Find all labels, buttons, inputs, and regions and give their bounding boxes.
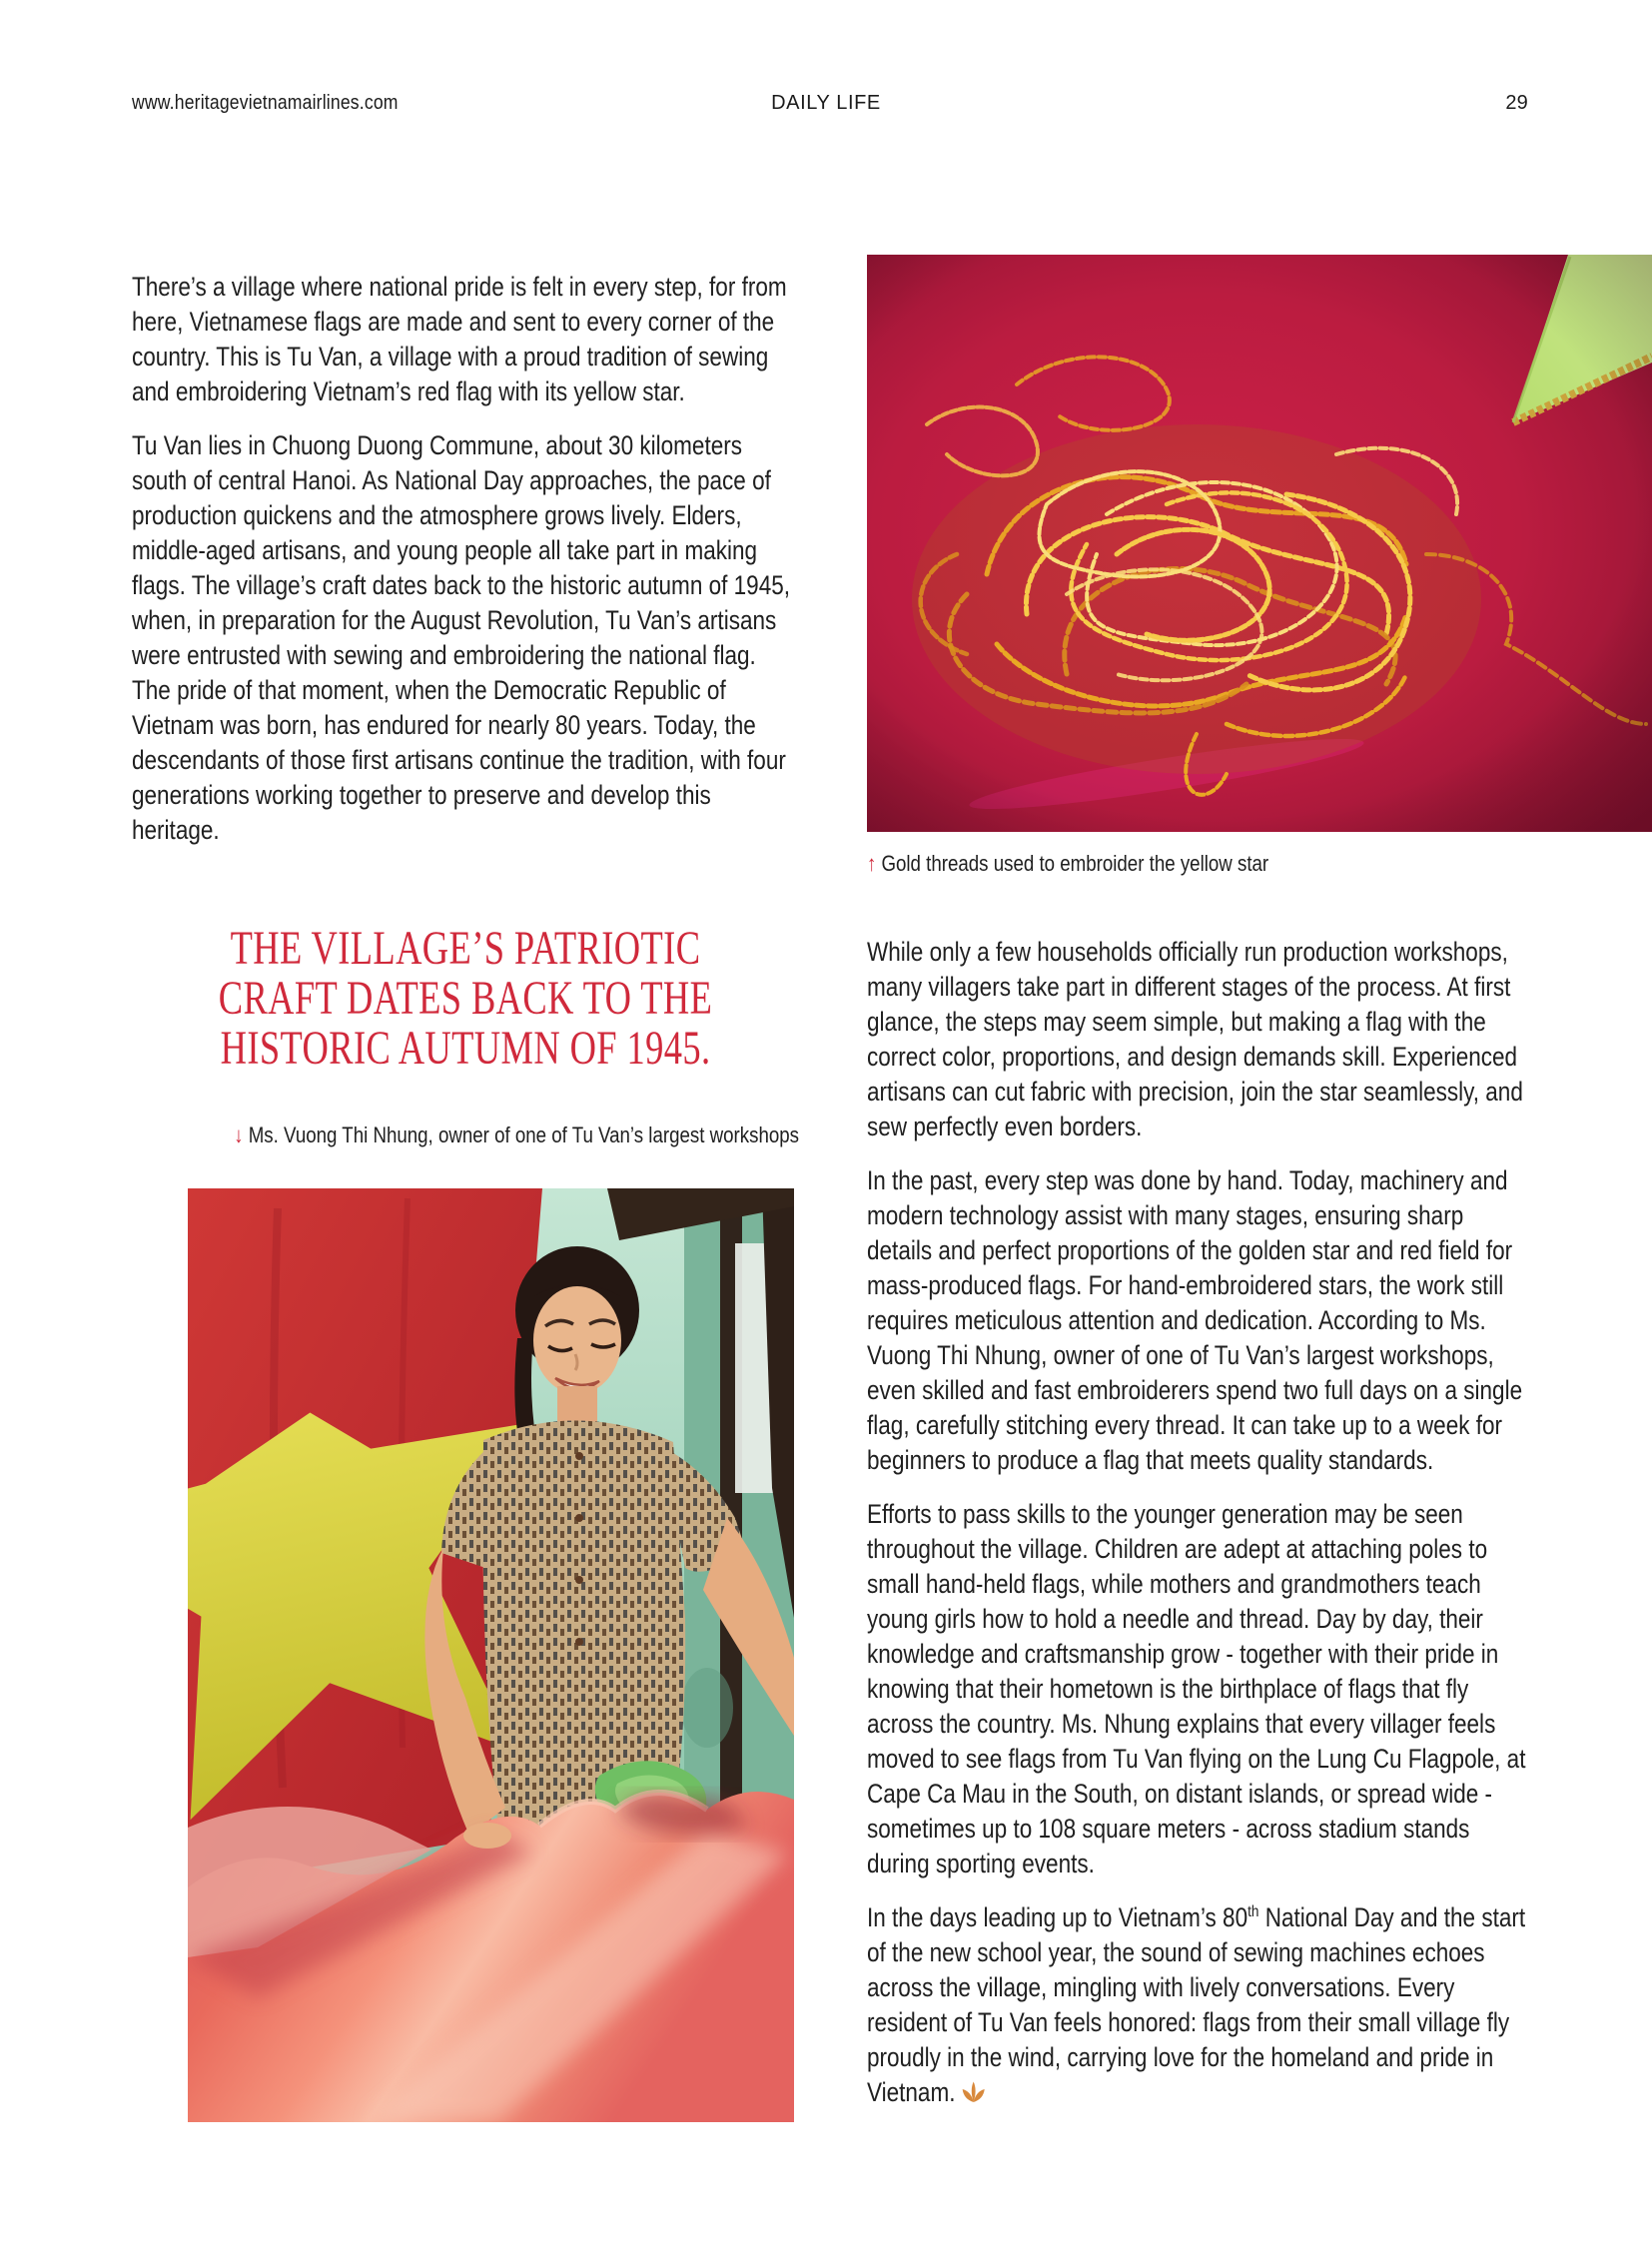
pull-quote-line: HISTORIC AUTUMN OF 1945.: [220, 1022, 711, 1075]
gold-threads-photo: [867, 255, 1652, 832]
gold-threads-illustration: [867, 255, 1652, 832]
paragraph-text: Efforts to pass skills to the younger generation may be seen throughout the village. Children are adept at attaching poles to small hand-held flags, while mothers and grandmothers teach young girls how to hold a needle and thread. Day by day, their knowledge and craftsmanship grow - together with their pride in knowing that their hometown is the birthplace of flags that fly across the country. Ms. Nhung explains that every villager feels moved to see flags from Tu Van flying on the Lung Cu Flagpole, at Cape Ca Mau in the South, on distant islands, or spread wide - sometimes up to 108 square meters - across stadium stands during sporting events.: [867, 1499, 1526, 1878]
paragraph-text: There’s a village where national pride is felt in every step, for from here, Vietnamese flags are made and sent to every corner of the country. This is Tu Van, a village with a proud tradition of sewing and embroidering Vietnam’s red flag with its yellow star.: [132, 272, 787, 406]
paragraph: [867, 1497, 1528, 1881]
site-url: www.heritagevietnamairlines.com: [132, 92, 399, 114]
paragraph: [867, 935, 1528, 1144]
pull-quote: [132, 924, 799, 1074]
caption-text: Gold threads used to embroider the yellow star: [881, 851, 1269, 876]
paragraph-text: National Day and the start of the new school year, the sound of sewing machines echoes across the village, mingling with lively conversations. Every resident of Tu Van feels honored: flags from their small village fly proudly in the wind, carrying love for the homeland and pride in Vietnam.: [867, 1902, 1526, 2107]
hand: [463, 1823, 511, 1849]
paragraph-text: In the days leading up to Vietnam’s 80: [867, 1902, 1248, 1932]
up-arrow-icon: ↑: [867, 851, 877, 876]
right-column: [867, 935, 1528, 2129]
paragraph-final: [867, 1900, 1528, 2110]
paragraph-text: While only a few households officially run production workshops, many villagers take part in different stages of the process. At first glance, the steps may seem simple, but making a flag with the correct color, proportions, and design demands skill. Experienced artisans can cut fabric with precision, join the star seamlessly, and sew perfectly even borders.: [867, 937, 1523, 1141]
paragraph-text: Tu Van lies in Chuong Duong Commune, about 30 kilometers south of central Hanoi. As National Day approaches, the pace of production quickens and the atmosphere grows lively. Elders, middle-aged artisans, and young people all take part in making flags. The village’s craft dates back to the historic autumn of 1945, when, in preparation for the August Revolution, Tu Van’s artisans were entrusted with sewing and embroidering the national flag. The pride of that moment, when the Democratic Republic of Vietnam was born, has endured for nearly 80 years. Today, the descendants of those first artisans continue the tradition, with four generations working together to preserve and develop this heritage.: [132, 430, 791, 845]
page-number: 29: [1505, 92, 1528, 114]
paragraph-text: In the past, every step was done by hand. Today, machinery and modern technology assist with many stages, ensuring sharp details and perfect proportions of the golden star and red field for mass-produced flags. For hand-embroidered stars, the work still requires meticulous attention and dedication. According to Ms. Vuong Thi Nhung, owner of one of Tu Van’s largest workshops, even skilled and fast embroiderers spend two full days on a single flag, carefully stitching every thread. It can take up to a week for beginners to produce a flag that meets quality standards.: [867, 1165, 1523, 1475]
ordinal-suffix: th: [1247, 1903, 1259, 1921]
photo-caption: [132, 1122, 799, 1148]
pull-quote-line: THE VILLAGE’S PATRIOTIC: [230, 922, 701, 975]
down-arrow-icon: ↓: [234, 1122, 244, 1147]
paragraph: [132, 270, 799, 409]
section-label: DAILY LIFE: [771, 92, 881, 114]
lotus-icon: [962, 2081, 985, 2103]
caption-text: Ms. Vuong Thi Nhung, owner of one of Tu Van’s largest workshops: [248, 1122, 800, 1147]
artisan-illustration: [188, 1188, 794, 2122]
paragraph: [867, 1163, 1528, 1478]
left-column: [132, 270, 799, 867]
artisan-photo: [188, 1188, 794, 2122]
photo-caption: [867, 851, 1566, 877]
paragraph: [132, 428, 799, 848]
pull-quote-line: CRAFT DATES BACK TO THE: [218, 972, 713, 1025]
